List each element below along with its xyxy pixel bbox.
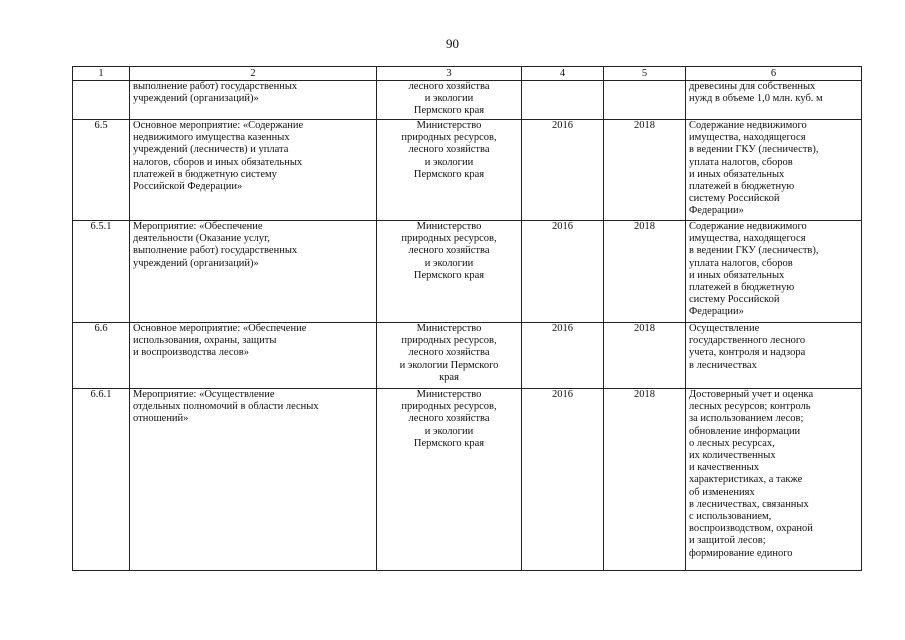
item-number-cell (73, 81, 130, 120)
table-row (73, 389, 862, 571)
item-number-cell: 6.5.1 (73, 221, 130, 323)
expected-result-cell: Достоверный учет и оценка лесных ресурсов; контроль за использованием лесов; обновление информации о лесных ресурсах, их количественных и качественных характеристиках, а также об изменениях в лесничествах, связанных с использованием, воспроизводством, охраной и защитой лесов; формирование единого (686, 389, 862, 571)
expected-result-cell: Содержание недвижимого имущества, находящегося в ведении ГКУ (лесничеств), уплата налогов, сборов и иных обязательных платежей в бюджетную систему Российской Федерации» (686, 221, 862, 323)
measure-name-cell: Основное мероприятие: «Обеспечение использования, охраны, защиты и воспроизводства лесов» (130, 323, 377, 389)
measures-table (72, 66, 862, 571)
start-year-cell: 2016 (522, 221, 604, 323)
end-year-cell (604, 81, 686, 120)
item-number-cell: 6.5 (73, 120, 130, 221)
table-header-row (73, 67, 862, 81)
responsible-executor-cell: Министерство природных ресурсов, лесного хозяйства и экологии Пермского края (377, 389, 522, 571)
page-number: 90 (446, 36, 459, 51)
measure-name-cell: Основное мероприятие: «Содержание недвижимого имущества казенных учреждений (лесничеств) и уплата налогов, сборов и иных обязательных платежей в бюджетную систему Российской Федерации» (130, 120, 377, 221)
end-year-cell: 2018 (604, 323, 686, 389)
column-header: 4 (522, 67, 604, 81)
expected-result-cell: Осуществление государственного лесного учета, контроля и надзора в лесничествах (686, 323, 862, 389)
measure-name-cell: Мероприятие: «Осуществление отдельных полномочий в области лесных отношений» (130, 389, 377, 571)
end-year-cell: 2018 (604, 389, 686, 571)
table-row (73, 81, 862, 120)
column-header: 2 (130, 67, 377, 81)
measure-name-cell: выполнение работ) государственных учреждений (организаций)» (130, 81, 377, 120)
item-number-cell: 6.6 (73, 323, 130, 389)
column-header: 1 (73, 67, 130, 81)
responsible-executor-cell: Министерство природных ресурсов, лесного хозяйства и экологии Пермского края (377, 323, 522, 389)
expected-result-cell: Содержание недвижимого имущества, находящегося в ведении ГКУ (лесничеств), уплата налогов, сборов и иных обязательных платежей в бюджетную систему Российской Федерации» (686, 120, 862, 221)
column-header: 6 (686, 67, 862, 81)
end-year-cell: 2018 (604, 221, 686, 323)
start-year-cell: 2016 (522, 120, 604, 221)
start-year-cell: 2016 (522, 323, 604, 389)
responsible-executor-cell: лесного хозяйства и экологии Пермского края (377, 81, 522, 120)
column-header: 3 (377, 67, 522, 81)
responsible-executor-cell: Министерство природных ресурсов, лесного хозяйства и экологии Пермского края (377, 120, 522, 221)
item-number-cell: 6.6.1 (73, 389, 130, 571)
table-row (73, 221, 862, 323)
end-year-cell: 2018 (604, 120, 686, 221)
start-year-cell: 2016 (522, 389, 604, 571)
responsible-executor-cell: Министерство природных ресурсов, лесного хозяйства и экологии Пермского края (377, 221, 522, 323)
table-row (73, 323, 862, 389)
table-row (73, 120, 862, 221)
measure-name-cell: Мероприятие: «Обеспечение деятельности (Оказание услуг, выполнение работ) государственных учреждений (организаций)» (130, 221, 377, 323)
start-year-cell (522, 81, 604, 120)
expected-result-cell: древесины для собственных нужд в объеме 1,0 млн. куб. м (686, 81, 862, 120)
column-header: 5 (604, 67, 686, 81)
